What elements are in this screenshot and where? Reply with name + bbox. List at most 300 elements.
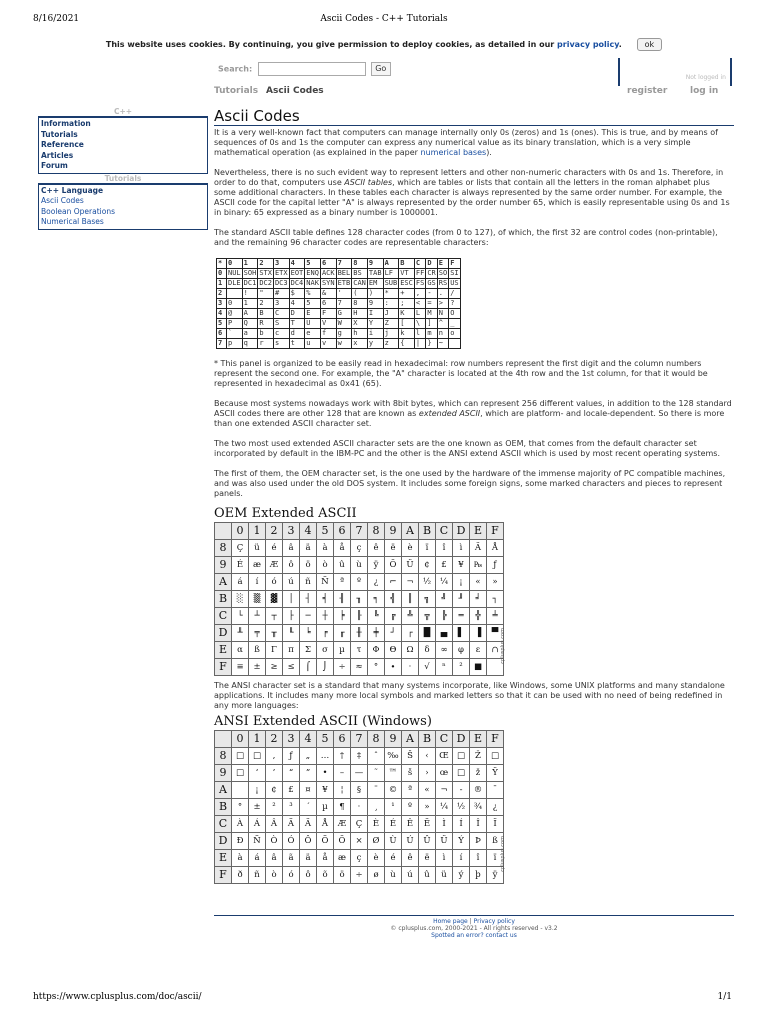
- oem-cell: ▌: [453, 625, 470, 642]
- ansi-cell: æ: [334, 850, 351, 867]
- oem-header-cell: 5: [317, 523, 334, 540]
- sidebar: [38, 107, 208, 237]
- ascii-cell: SO: [438, 269, 448, 277]
- ascii-header-cell: 1: [242, 259, 258, 269]
- ascii-header-cell: 5: [217, 319, 227, 329]
- ansi-header-cell: A: [402, 731, 419, 748]
- ansi-header-cell: 2: [266, 731, 283, 748]
- ascii-cell: B: [258, 309, 274, 319]
- oem-cell: ⌠: [300, 659, 317, 676]
- ascii-cell: O: [449, 309, 460, 319]
- ascii-header-cell: 4: [289, 259, 305, 269]
- ascii-cell: +: [399, 289, 415, 299]
- ascii-cell: I: [367, 309, 383, 319]
- ascii-header-cell: 9: [367, 259, 383, 269]
- oem-cell: ╔: [385, 608, 402, 625]
- ascii-cell: SOH: [243, 269, 257, 277]
- ascii-cell: Z: [383, 319, 399, 329]
- ascii-cell: N: [437, 309, 448, 319]
- ansi-paragraph: The ANSI character set is a standard that many systems incorporate, like Windows, some UNIX platforms and many standalone applications. It includes many more local symbols and marked letters so that it can be used with no need of being redefined in any more languages:: [214, 681, 725, 710]
- ascii-cell: 3: [273, 299, 289, 309]
- oem-cell: ─: [300, 608, 317, 625]
- contact-link[interactable]: Spotted an error? contact us: [431, 932, 517, 939]
- oem-row: [215, 557, 504, 574]
- oem-header-cell: E: [215, 642, 232, 659]
- oem-cell: ö: [300, 557, 317, 574]
- ascii-cell: q: [242, 339, 258, 349]
- ansi-header-cell: 7: [351, 731, 368, 748]
- ansi-cell: ½: [453, 799, 470, 816]
- ascii-cell: *: [383, 289, 399, 299]
- ascii-cell: DC3: [274, 279, 288, 287]
- ansi-header-cell: [215, 731, 232, 748]
- oem-cell: »: [487, 574, 504, 591]
- oem-cell: î: [436, 540, 453, 557]
- ascii-header-cell: 7: [336, 259, 352, 269]
- print-footer: [0, 992, 768, 1004]
- ansi-cell: □: [232, 748, 249, 765]
- ascii-cell: G: [336, 309, 352, 319]
- ansi-cell: ¦: [334, 782, 351, 799]
- ansi-cell: á: [249, 850, 266, 867]
- ansi-cell: £: [283, 782, 300, 799]
- oem-cell: «: [470, 574, 487, 591]
- ascii-row: [217, 339, 461, 349]
- ansi-cell: Œ: [436, 748, 453, 765]
- ansi-header-cell: E: [470, 731, 487, 748]
- ascii-cell: NAK: [306, 279, 319, 287]
- oem-cell: ║: [402, 591, 419, 608]
- ansi-cell: Ì: [436, 816, 453, 833]
- ansi-cell: Å: [317, 816, 334, 833]
- ascii-cell: `: [227, 329, 243, 339]
- ascii-cell: s: [273, 339, 289, 349]
- ansi-header-cell: 1: [249, 731, 266, 748]
- ascii-cell: CR: [427, 269, 436, 277]
- ascii-cell: US: [450, 279, 459, 287]
- ansi-cell: þ: [470, 867, 487, 884]
- ansi-cell: ì: [436, 850, 453, 867]
- print-date: 8/16/2021: [33, 14, 80, 24]
- ascii-header-cell: 8: [352, 259, 368, 269]
- ansi-cell: “: [283, 765, 300, 782]
- ansi-cell: Í: [453, 816, 470, 833]
- oem-header-cell: F: [215, 659, 232, 676]
- ansi-table-wrap: [214, 730, 504, 884]
- ansi-cell: ú: [402, 867, 419, 884]
- oem-cell: Γ: [266, 642, 283, 659]
- sidebar-item-numerical-bases[interactable]: Numerical Bases: [41, 217, 104, 226]
- ascii-cell: H: [352, 309, 368, 319]
- sidebar-cpp-header: C++: [38, 107, 208, 117]
- ansi-row: [215, 867, 504, 884]
- ansi-cell: ¡: [249, 782, 266, 799]
- ascii-cell: n: [437, 329, 448, 339]
- page-footer: [214, 915, 734, 939]
- ansi-cell: š: [402, 765, 419, 782]
- oem-cell: ß: [249, 642, 266, 659]
- ansi-cell: ³: [283, 799, 300, 816]
- ansi-cell: ˆ: [368, 748, 385, 765]
- ansi-cell: Ý: [453, 833, 470, 850]
- oem-header-cell: 0: [232, 523, 249, 540]
- search-bar: [218, 62, 391, 80]
- oem-cell: ╡: [317, 591, 334, 608]
- oem-cell: ï: [419, 540, 436, 557]
- ascii-cell: ETX: [274, 269, 288, 277]
- ascii-cell: STX: [259, 269, 272, 277]
- oem-cell: │: [283, 591, 300, 608]
- footer-links: [214, 918, 734, 925]
- ansi-cell: ô: [300, 867, 317, 884]
- oem-header-cell: 6: [334, 523, 351, 540]
- oem-cell: Ç: [232, 540, 249, 557]
- ansi-cell: ¼: [436, 799, 453, 816]
- ascii-header-cell: 3: [273, 259, 289, 269]
- ansi-cell: ã: [283, 850, 300, 867]
- ansi-cell: É: [385, 816, 402, 833]
- ansi-cell: ¿: [487, 799, 504, 816]
- ansi-cell: ð: [232, 867, 249, 884]
- sidebar-item-forum[interactable]: Forum: [41, 161, 68, 170]
- ansi-cell: Æ: [334, 816, 351, 833]
- oem-cell: á: [232, 574, 249, 591]
- extended-text: Because most systems nowadays work with 8bit bytes, which can represent 256 different values, in addition to the 128 standard ASCII codes there are other 128 that are known as: [214, 399, 732, 418]
- page-title: Ascii Codes: [214, 107, 734, 126]
- ascii-cell: w: [336, 339, 352, 349]
- oem-header-cell: A: [402, 523, 419, 540]
- ascii-cell: VT: [399, 269, 415, 279]
- ascii-cell: LF: [383, 269, 399, 279]
- oem-cell: Σ: [300, 642, 317, 659]
- oem-cell: ╨: [232, 625, 249, 642]
- oem-cell: ╜: [453, 591, 470, 608]
- privacy-policy-link[interactable]: privacy policy: [557, 40, 619, 49]
- ascii-cell: R: [258, 319, 274, 329]
- ascii-cell: K: [399, 309, 415, 319]
- ansi-header-cell: 6: [334, 731, 351, 748]
- oem-cell: τ: [351, 642, 368, 659]
- oem-cell: ü: [249, 540, 266, 557]
- ansi-cell: Î: [470, 816, 487, 833]
- ansi-cell: □: [453, 765, 470, 782]
- ascii-cell: h: [352, 329, 368, 339]
- oem-cell: ₧: [470, 557, 487, 574]
- ascii-cell: U: [305, 319, 321, 329]
- ansi-cell: ¬: [436, 782, 453, 799]
- search-go-button[interactable]: Go: [371, 62, 391, 76]
- print-title: Ascii Codes - C++ Tutorials: [320, 14, 448, 24]
- ansi-cell: à: [232, 850, 249, 867]
- ascii-cell: ): [367, 289, 383, 299]
- ansi-cell: –: [334, 765, 351, 782]
- ascii-cell: Y: [367, 319, 383, 329]
- ascii-cell: v: [320, 339, 336, 349]
- ascii-cell: ': [336, 289, 352, 299]
- oem-header-cell: B: [215, 591, 232, 608]
- sidebar-cpp-menu: [38, 117, 208, 174]
- ansi-cell: å: [317, 850, 334, 867]
- ansi-cell: î: [470, 850, 487, 867]
- oem-cell: ┐: [487, 591, 504, 608]
- standard-ascii-paragraph: The standard ASCII table defines 128 character codes (from 0 to 127), of which, the first 32 are control codes (non-printable), and the remaining 96 character codes are representable characters:: [214, 228, 718, 247]
- oem-cell: ≈: [351, 659, 368, 676]
- ansi-cell: í: [453, 850, 470, 867]
- oem-cell: Ñ: [317, 574, 334, 591]
- sidebar-item-tutorials[interactable]: Tutorials: [41, 129, 78, 139]
- oem-header-cell: 9: [215, 557, 232, 574]
- ansi-cell: „: [300, 748, 317, 765]
- print-page-number: 1/1: [717, 992, 732, 1002]
- oem-cell: ô: [283, 557, 300, 574]
- ansi-cell: è: [368, 850, 385, 867]
- ansi-cell: ¶: [334, 799, 351, 816]
- ascii-cell: >: [437, 299, 448, 309]
- print-url: https://www.cplusplus.com/doc/ascii/: [33, 992, 202, 1002]
- oem-row: [215, 608, 504, 625]
- ansi-cell: ‡: [351, 748, 368, 765]
- oem-cell: ù: [351, 557, 368, 574]
- ansi-cell: È: [368, 816, 385, 833]
- home-page-link[interactable]: Home page: [433, 918, 468, 925]
- ansi-cell: ‘: [249, 765, 266, 782]
- cookie-ok-button[interactable]: ok: [637, 38, 663, 51]
- oem-header-row: [215, 523, 504, 540]
- extended-text-end: , which are platform- and locale-dependent. So there is more than one extended ASCII character set.: [214, 409, 725, 428]
- login-link[interactable]: log in: [690, 86, 719, 96]
- oem-cell: ╞: [334, 608, 351, 625]
- oem-header-cell: 8: [368, 523, 385, 540]
- ascii-header-cell: F: [449, 259, 460, 269]
- oem-cell: Φ: [368, 642, 385, 659]
- numerical-bases-link[interactable]: numerical bases: [420, 148, 487, 157]
- ansi-cell: Ò: [266, 833, 283, 850]
- ascii-cell: 8: [352, 299, 368, 309]
- oem-cell: α: [232, 642, 249, 659]
- oem-cell: ì: [453, 540, 470, 557]
- ascii-cell: c: [273, 329, 289, 339]
- ascii-cell: SUB: [384, 279, 398, 287]
- oem-cell: ú: [283, 574, 300, 591]
- ascii-cell: &: [320, 289, 336, 299]
- oem-cell: ≤: [283, 659, 300, 676]
- oem-row: [215, 642, 504, 659]
- ascii-header-cell: *: [217, 259, 227, 269]
- register-link[interactable]: register: [627, 86, 668, 96]
- sidebar-item-information[interactable]: Information: [41, 119, 91, 128]
- sidebar-item-reference[interactable]: Reference: [41, 140, 84, 149]
- ansi-cell: ™: [385, 765, 402, 782]
- oem-cell: Θ: [385, 642, 402, 659]
- oem-cell: ╝: [436, 591, 453, 608]
- oem-watermark: cplusplus.com: [500, 628, 506, 664]
- oem-cell: é: [266, 540, 283, 557]
- search-input[interactable]: [258, 62, 366, 76]
- ascii-cell: NUL: [228, 269, 241, 277]
- oem-cell: É: [232, 557, 249, 574]
- ascii-cell: m: [426, 329, 437, 339]
- ansi-cell: ¸: [368, 799, 385, 816]
- search-label: Search:: [218, 64, 253, 74]
- ascii-cell: a: [242, 329, 258, 339]
- oem-header-cell: F: [487, 523, 504, 540]
- ansi-row: [215, 748, 504, 765]
- sidebar-item-boolean-operations[interactable]: Boolean Operations: [41, 206, 115, 216]
- ansi-cell: □: [249, 748, 266, 765]
- ansi-cell: Ø: [368, 833, 385, 850]
- ascii-cell: [: [399, 319, 415, 329]
- extended-emphasis: extended ASCII: [418, 409, 481, 418]
- ansi-cell: Ê: [402, 816, 419, 833]
- ansi-cell: «: [419, 782, 436, 799]
- ansi-header-cell: B: [419, 731, 436, 748]
- oem-cell: ┬: [266, 608, 283, 625]
- ansi-cell: Ç: [351, 816, 368, 833]
- oem-cell: ┌: [402, 625, 419, 642]
- oem-cell: ¥: [453, 557, 470, 574]
- ascii-cell: ;: [399, 299, 415, 309]
- oem-cell: å: [334, 540, 351, 557]
- ascii-cell: L: [414, 309, 425, 319]
- ansi-cell: ª: [402, 782, 419, 799]
- ascii-cell: !: [242, 289, 258, 299]
- ansi-header-cell: A: [215, 782, 232, 799]
- ansi-cell: Â: [266, 816, 283, 833]
- oem-cell: ╘: [300, 625, 317, 642]
- oem-header-cell: 8: [215, 540, 232, 557]
- ansi-header-cell: 8: [368, 731, 385, 748]
- ansi-cell: ý: [453, 867, 470, 884]
- ascii-cell: 5: [305, 299, 321, 309]
- oem-cell: ╗: [419, 591, 436, 608]
- ansi-cell: ¯: [487, 782, 504, 799]
- oem-cell: °: [368, 659, 385, 676]
- oem-cell: ≥: [266, 659, 283, 676]
- ascii-cell: W: [336, 319, 352, 329]
- ansi-header-cell: D: [215, 833, 232, 850]
- oem-cell: Ω: [402, 642, 419, 659]
- oem-cell: ä: [300, 540, 317, 557]
- ascii-header-cell: 6: [320, 259, 336, 269]
- ansi-cell: ¨: [368, 782, 385, 799]
- ascii-cell: l: [414, 329, 425, 339]
- sidebar-item-articles[interactable]: Articles: [41, 150, 74, 160]
- ascii-tables-text: Nevertheless, there is no such evident way to represent letters and other non-numeric characters with 0s and 1s. Therefore, in order to do that, computers use: [214, 168, 724, 187]
- main-content: [214, 107, 734, 887]
- ascii-cell: {: [399, 339, 415, 349]
- ansi-cell: ±: [249, 799, 266, 816]
- oem-cell: ╕: [368, 591, 385, 608]
- oem-cell: ÷: [334, 659, 351, 676]
- ascii-cell: (: [352, 289, 368, 299]
- hex-note-paragraph: * This panel is organized to be easily read in hexadecimal: row numbers represent the first digit and the column numbers represent the second one. For example, the "A" character is located at the 4th row and the 1st column, for that it would be represented in hexadecimal as 0x41 (65).: [214, 359, 708, 388]
- ansi-cell: Õ: [317, 833, 334, 850]
- oem-cell: ç: [351, 540, 368, 557]
- oem-header-cell: [215, 523, 232, 540]
- ascii-cell: ?: [449, 299, 460, 309]
- ansi-header-cell: 8: [215, 748, 232, 765]
- ansi-cell: µ: [317, 799, 334, 816]
- ansi-header-cell: F: [487, 731, 504, 748]
- oem-cell: ╦: [419, 608, 436, 625]
- ascii-cell: %: [305, 289, 321, 299]
- oem-cell: ├: [283, 608, 300, 625]
- ascii-cell: #: [273, 289, 289, 299]
- oem-header-cell: C: [215, 608, 232, 625]
- oem-cell: ╟: [351, 608, 368, 625]
- ansi-header-cell: 0: [232, 731, 249, 748]
- ansi-cell: Þ: [470, 833, 487, 850]
- ascii-cell: <: [414, 299, 425, 309]
- ascii-cell: z: [383, 339, 399, 349]
- ascii-cell: X: [352, 319, 368, 329]
- ascii-cell: t: [289, 339, 305, 349]
- ascii-cell: |: [414, 339, 425, 349]
- oem-cell: û: [334, 557, 351, 574]
- ansi-cell: ‹: [419, 748, 436, 765]
- nav-tutorials-link[interactable]: Tutorials: [214, 86, 259, 96]
- ansi-cell: □: [487, 748, 504, 765]
- sidebar-item-ascii-codes[interactable]: Ascii Codes: [41, 196, 84, 205]
- ansi-header-cell: B: [215, 799, 232, 816]
- oem-cell: ¢: [419, 557, 436, 574]
- ansi-cell: ß: [487, 833, 504, 850]
- ansi-cell: [232, 782, 249, 799]
- ansi-cell: ƒ: [283, 748, 300, 765]
- ascii-cell: 9: [367, 299, 383, 309]
- ascii-cell: ESC: [400, 279, 413, 287]
- oem-cell: ë: [385, 540, 402, 557]
- ascii-cell: k: [399, 329, 415, 339]
- ascii-cell: p: [227, 339, 243, 349]
- ascii-header-cell: D: [426, 259, 437, 269]
- ascii-cell: f: [320, 329, 336, 339]
- ansi-cell: °: [232, 799, 249, 816]
- ansi-header-cell: C: [215, 816, 232, 833]
- oem-cell: ∩: [487, 642, 504, 659]
- oem-cell: ╙: [283, 625, 300, 642]
- oem-cell: ╓: [334, 625, 351, 642]
- ansi-header-cell: 5: [317, 731, 334, 748]
- ansi-header-cell: 9: [215, 765, 232, 782]
- ansi-cell: ©: [385, 782, 402, 799]
- ascii-cell: 0: [227, 299, 243, 309]
- oem-cell: ⌐: [385, 574, 402, 591]
- ascii-cell: BEL: [337, 269, 351, 277]
- ascii-cell: ": [258, 289, 274, 299]
- oem-row: [215, 591, 504, 608]
- sidebar-item-cpp-language[interactable]: C++ Language: [41, 185, 104, 195]
- cookie-suffix: .: [618, 40, 622, 49]
- ansi-cell: ÿ: [487, 867, 504, 884]
- ansi-cell: Š: [402, 748, 419, 765]
- ascii-cell: EOT: [290, 269, 304, 277]
- top-nav: [214, 86, 734, 98]
- ascii-cell: g: [336, 329, 352, 339]
- ascii-row: [217, 319, 461, 329]
- footer-privacy-link[interactable]: Privacy policy: [473, 918, 515, 925]
- ansi-cell: Ü: [436, 833, 453, 850]
- ascii-cell: C: [273, 309, 289, 319]
- oem-cell: í: [249, 574, 266, 591]
- ansi-header-cell: 4: [300, 731, 317, 748]
- ansi-cell: œ: [436, 765, 453, 782]
- ansi-cell: §: [351, 782, 368, 799]
- ascii-cell: _: [449, 319, 460, 329]
- ascii-cell: e: [305, 329, 321, 339]
- ansi-cell: Ë: [419, 816, 436, 833]
- ascii-cell: FF: [415, 269, 425, 277]
